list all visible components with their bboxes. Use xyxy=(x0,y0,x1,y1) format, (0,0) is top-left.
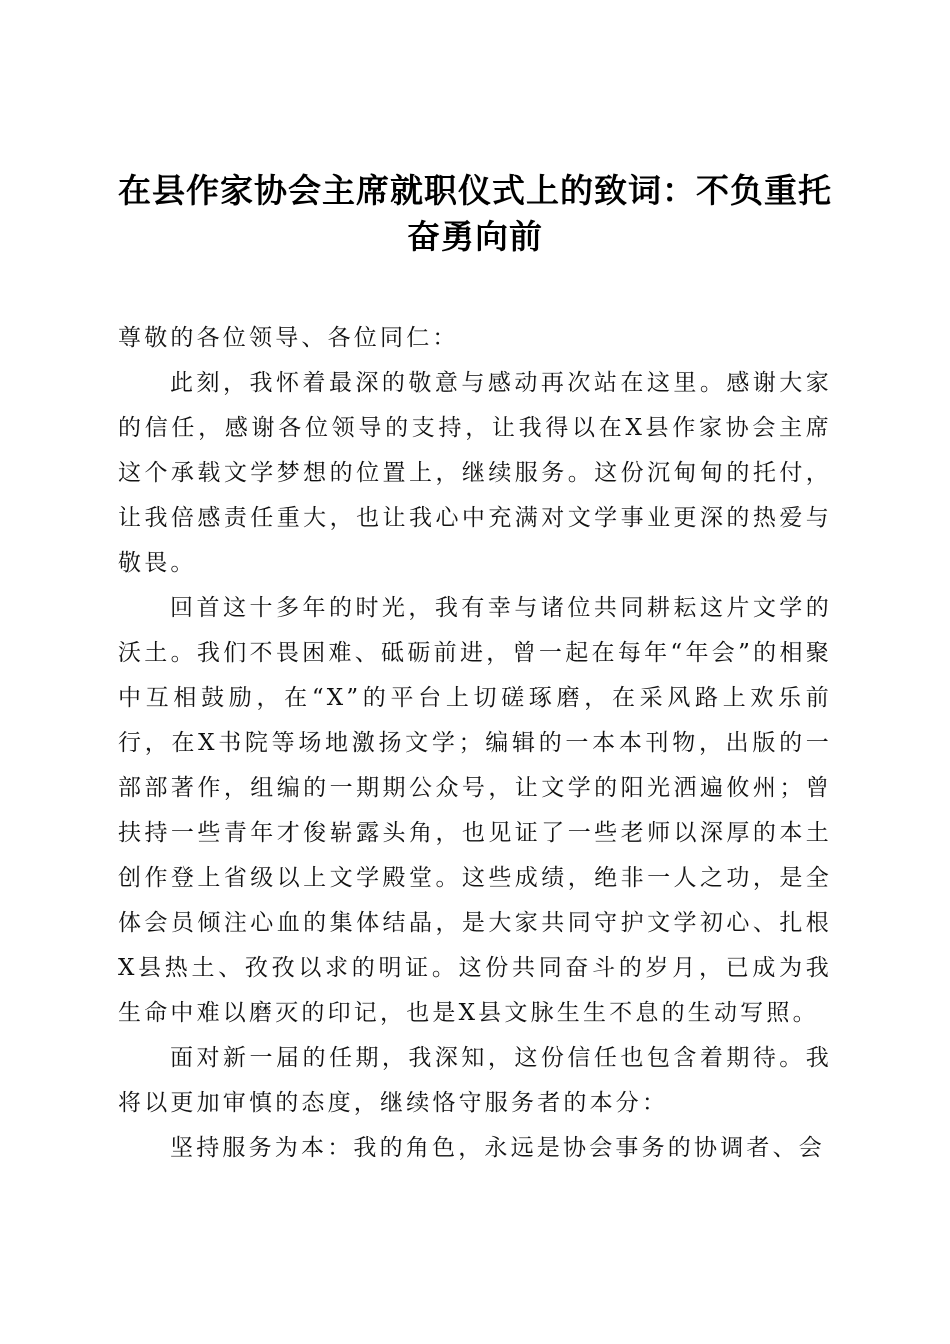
salutation: 尊敬的各位领导、各位同仁： xyxy=(118,325,459,351)
paragraph-2: 回首这十多年的时光，我有幸与诸位共同耕耘这片文学的沃土。我们不畏困难、砥砺前进，曾一起在每年“年会”的相聚中互相鼓励，在“X”的平台上切磋琢磨，在采风路上欢乐前行，在X书院等场地激扬文学；编辑的一本本刊物，出版的一部部著作，组编的一期期公众号，让文学的阳光洒遍攸州；曾扶持一些青年才俊崭露头角，也见证了一些老师以深厚的本土创作登上省级以上文学殿堂。这些成绩，绝非一人之功，是全体会员倾注心血的集体结晶，是大家共同守护文学初心、扎根X县热土、孜孜以求的明证。这份共同奋斗的岁月，已成为我生命中难以磨灭的印记，也是X县文脉生生不息的生动写照。 xyxy=(118,595,832,1026)
paragraph-4: 坚持服务为本：我的角色，永远是协会事务的协调者、会 xyxy=(170,1135,825,1161)
document-title: 在县作家协会主席就职仪式上的致词：不负重托奋勇向前 xyxy=(118,171,832,256)
paragraph-1: 此刻，我怀着最深的敬意与感动再次站在这里。感谢大家的信任，感谢各位领导的支持，让我得以在X县作家协会主席这个承载文学梦想的位置上，继续服务。这份沉甸甸的托付，让我倍感责任重大，也让我心中充满对文学事业更深的热爱与敬畏。 xyxy=(118,370,832,576)
paragraph-3: 面对新一届的任期，我深知，这份信任也包含着期待。我将以更加审慎的态度，继续恪守服务者的本分： xyxy=(118,1045,832,1116)
document-body xyxy=(118,316,832,1171)
